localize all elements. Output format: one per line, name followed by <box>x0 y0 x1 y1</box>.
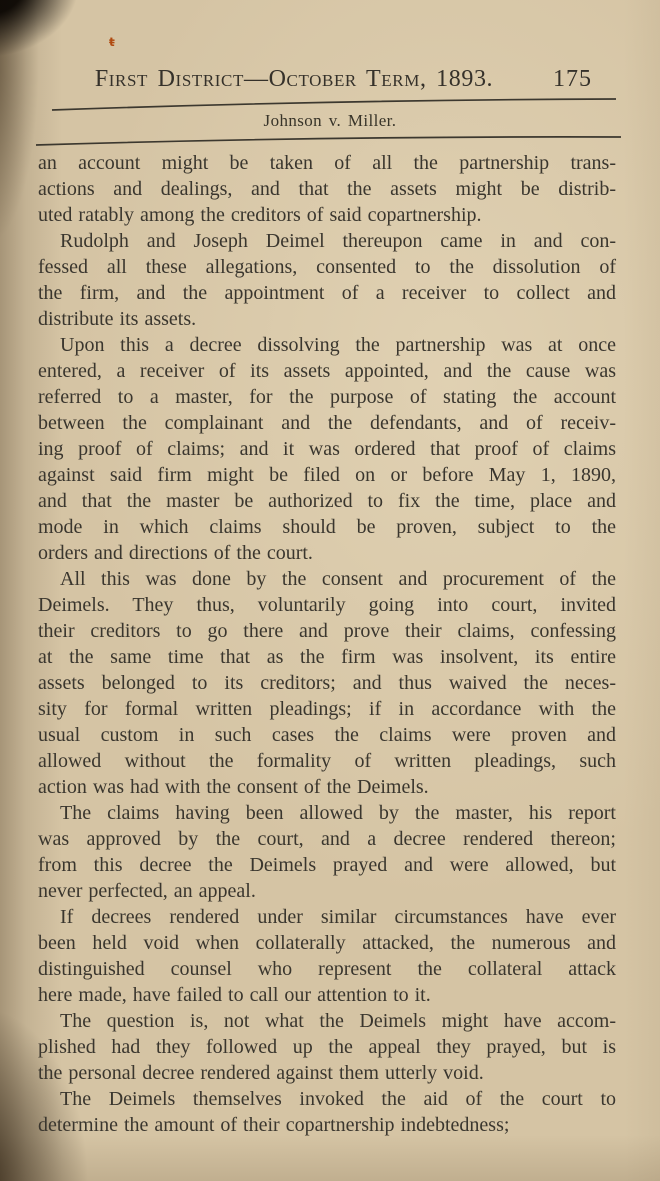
text-line: Rudolph and Joseph Deimel thereupon came in and con- <box>60 230 616 252</box>
text-line: uted ratably among the creditors of said copartnership. <box>38 204 482 226</box>
text-line: from this decree the Deimels prayed and were allowed, but <box>38 854 616 876</box>
text-line: usual custom in such cases the claims were proven and <box>38 724 616 746</box>
bottom-rule <box>36 137 621 145</box>
text-line: assets belonged to its creditors; and thus waived the neces- <box>38 672 616 694</box>
text-line: referred to a master, for the purpose of stating the account <box>38 386 616 408</box>
case-name: Johnson v. Miller. <box>263 111 397 130</box>
text-line: determine the amount of their copartnership indebtedness; <box>38 1114 510 1136</box>
text-line: and that the master be authorized to fix the time, place and <box>38 490 616 512</box>
header-title: First District—October Term, 1893. <box>94 66 494 92</box>
text-line: at the same time that as the firm was insolvent, its entire <box>38 646 616 668</box>
text-line: been held void when collaterally attacked, the numerous and <box>38 932 616 954</box>
text-line: distribute its assets. <box>38 308 197 330</box>
top-rule <box>52 99 616 110</box>
text-line: an account might be taken of all the partnership trans- <box>38 152 616 174</box>
header-rules <box>0 0 660 160</box>
red-ink-mark: ŧ <box>108 34 115 50</box>
text-line: The claims having been allowed by the master, his report <box>60 802 616 824</box>
text-line: distinguished counsel who represent the collateral attack <box>38 958 616 980</box>
text-line: sity for formal written pleadings; if in accordance with the <box>38 698 616 720</box>
text-line: against said firm might be filed on or before May 1, 1890, <box>38 464 616 486</box>
text-line: the personal decree rendered against them utterly void. <box>38 1062 484 1084</box>
text-line: plished had they followed up the appeal they prayed, but is <box>38 1036 616 1058</box>
page-number: 175 <box>553 66 592 92</box>
text-line: here made, have failed to call our attention to it. <box>38 984 431 1006</box>
body-text <box>38 150 616 1138</box>
text-line: their creditors to go there and prove their claims, confessing <box>38 620 616 642</box>
text-line: The question is, not what the Deimels might have accom- <box>60 1010 616 1032</box>
text-line: ing proof of claims; and it was ordered that proof of claims <box>38 438 616 460</box>
text-line: fessed all these allegations, consented to the dissolution of <box>38 256 616 278</box>
text-line: between the complainant and the defendants, and of receiv- <box>38 412 616 434</box>
text-line: If decrees rendered under similar circumstances have ever <box>60 906 616 928</box>
text-line: action was had with the consent of the Deimels. <box>38 776 429 798</box>
text-line: Deimels. They thus, voluntarily going into court, invited <box>38 594 616 616</box>
text-line: allowed without the formality of written pleadings, such <box>38 750 616 772</box>
text-line: The Deimels themselves invoked the aid of the court to <box>60 1088 616 1110</box>
text-line: actions and dealings, and that the assets might be distrib- <box>38 178 616 200</box>
text-line: was approved by the court, and a decree rendered thereon; <box>38 828 616 850</box>
text-line: Upon this a decree dissolving the partnership was at once <box>60 334 616 356</box>
text-line: entered, a receiver of its assets appointed, and the cause was <box>38 360 616 382</box>
text-line: the firm, and the appointment of a receiver to collect and <box>38 282 616 304</box>
text-line: mode in which claims should be proven, subject to the <box>38 516 616 538</box>
text-line: All this was done by the consent and procurement of the <box>60 568 616 590</box>
text-line: orders and directions of the court. <box>38 542 313 564</box>
text-line: never perfected, an appeal. <box>38 880 256 902</box>
